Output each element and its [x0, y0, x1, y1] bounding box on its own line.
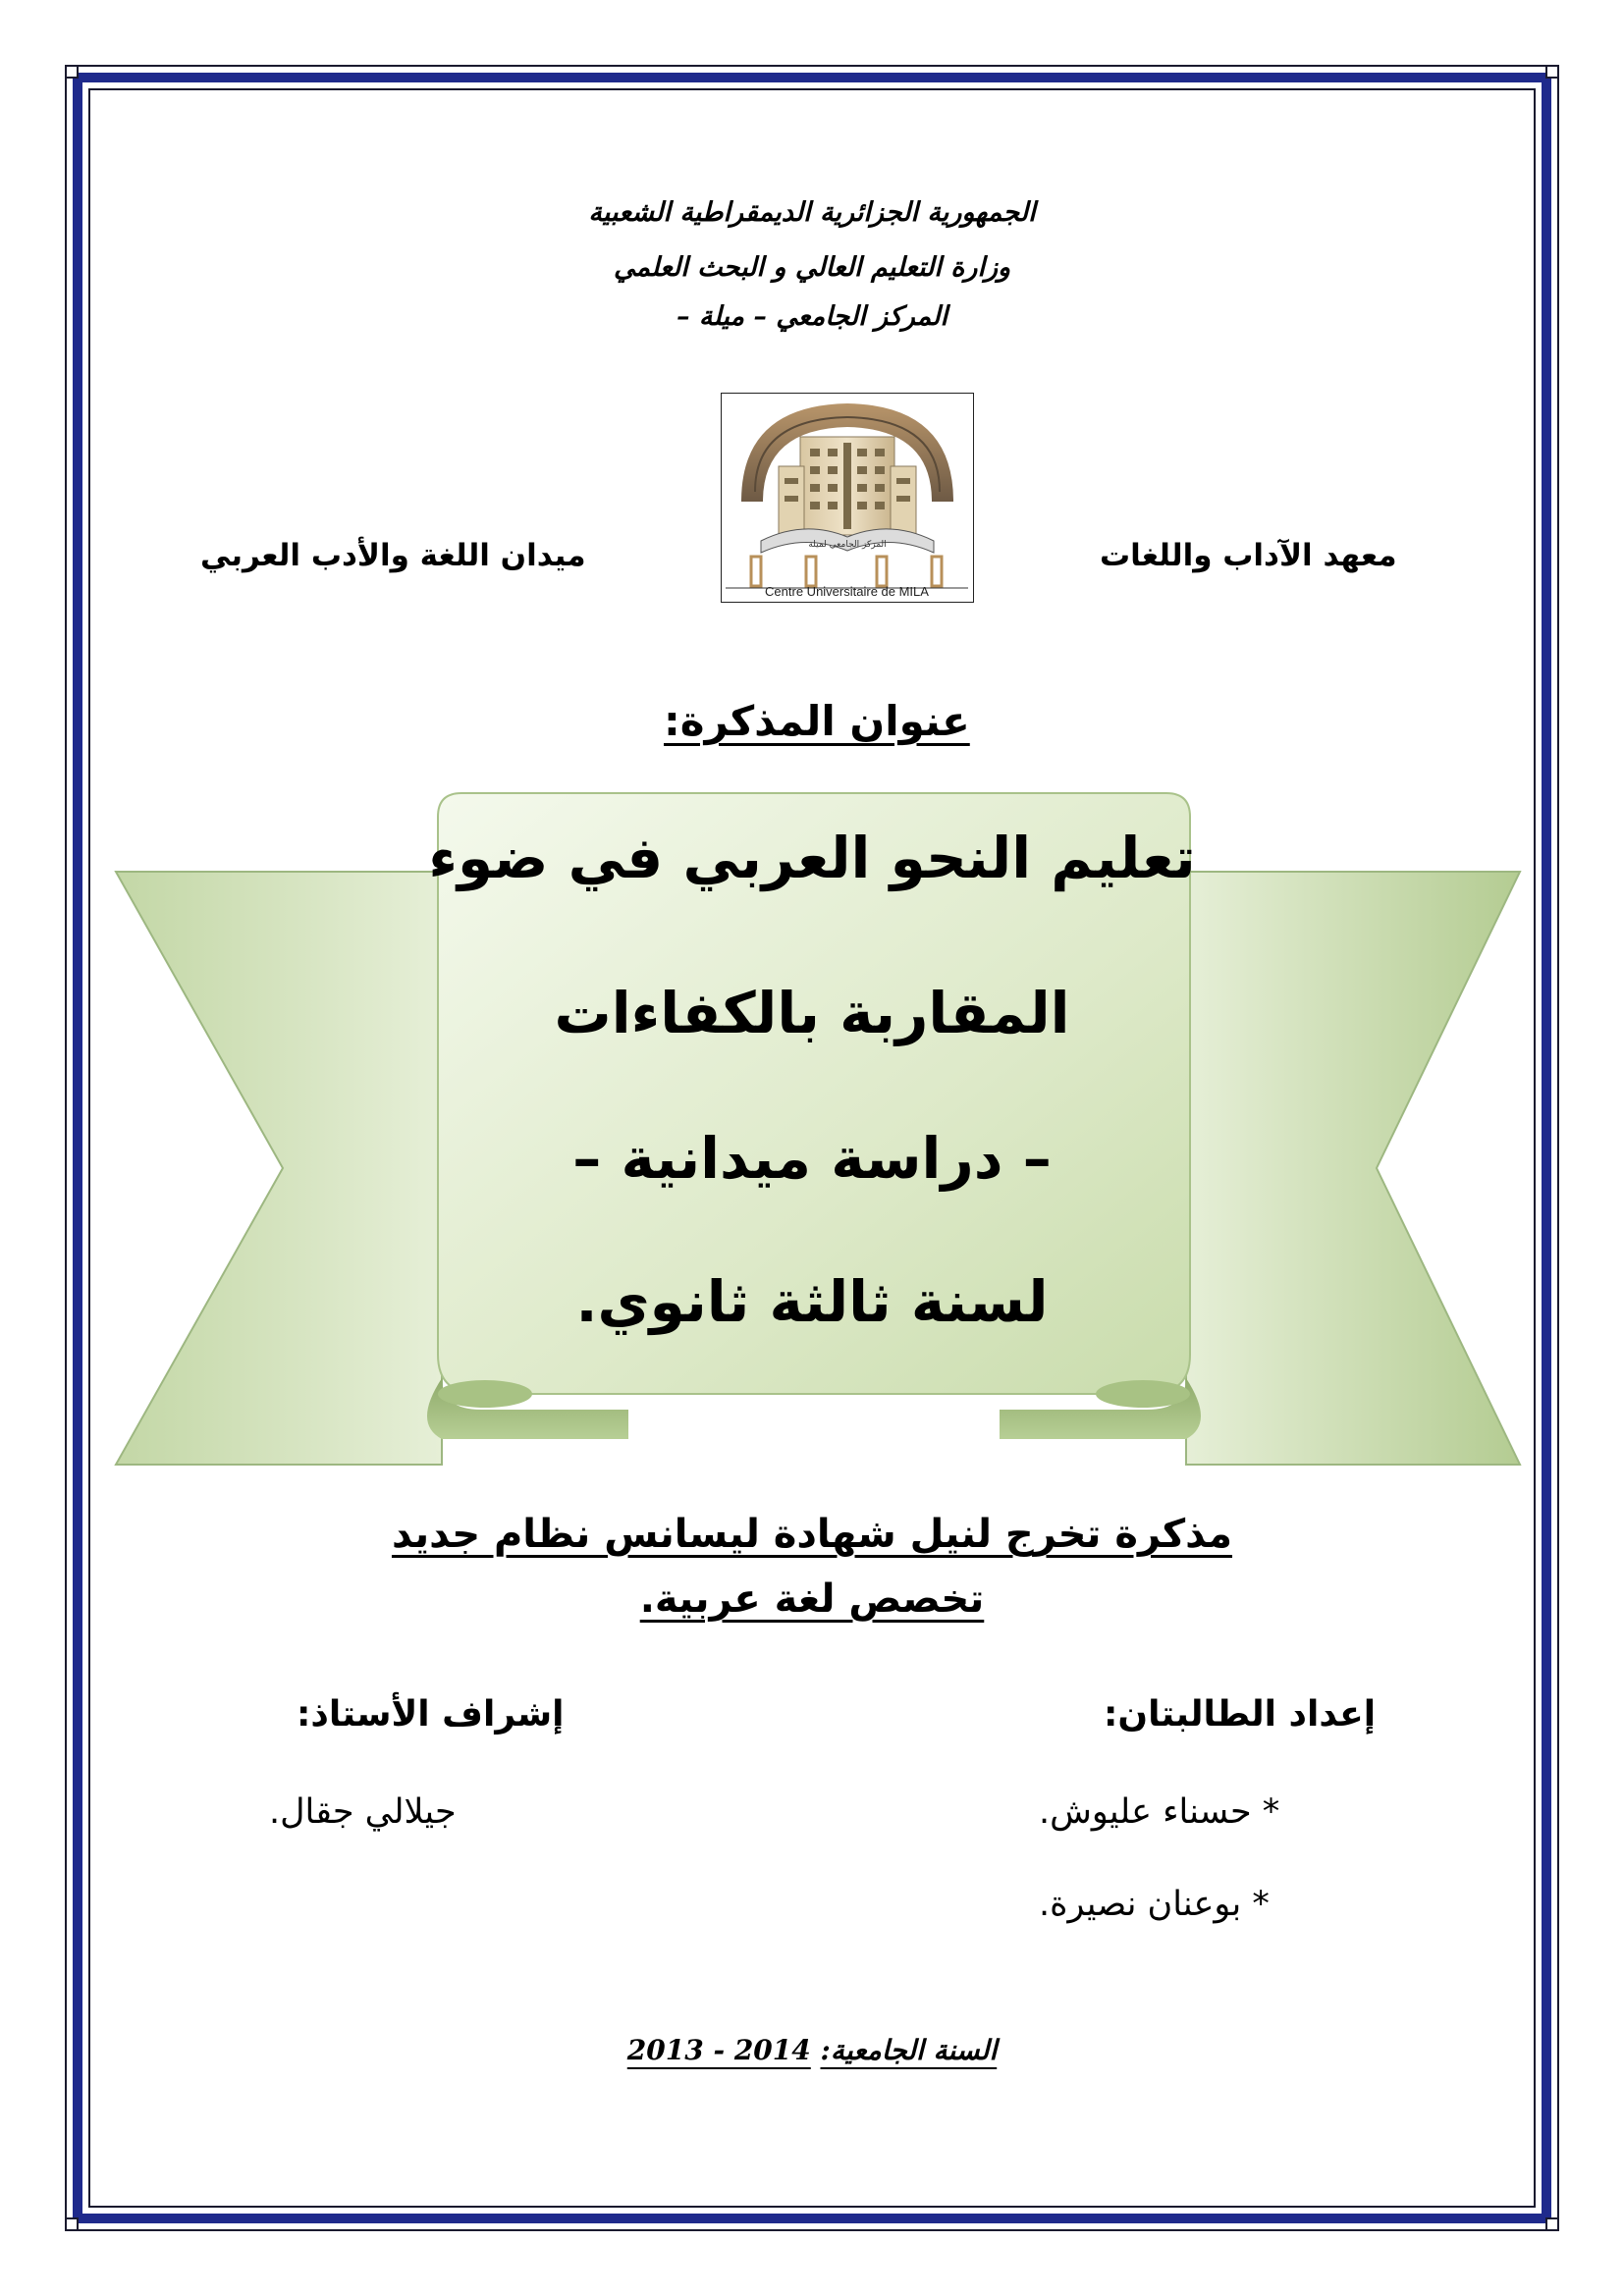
memo-title-label: عنوان المذكرة: [664, 697, 970, 745]
field-label: ميدان اللغة والأدب العربي [200, 538, 586, 573]
degree-line-1: مذكرة تخرج لنيل شهادة ليسانس نظام جديد [391, 1512, 1233, 1557]
supervisor-name: جيلالي جقال. [269, 1792, 457, 1832]
header-center: المركز الجامعي – ميلة – [677, 301, 947, 332]
title-line: – دراسة ميدانية – [572, 1125, 1052, 1192]
logo-caption: Centre Universitaire de MILA [765, 584, 929, 599]
header-ministry: وزارة التعليم العالي و البحث العلمي [613, 252, 1011, 283]
academic-year-label: السنة الجامعية: [820, 2034, 998, 2066]
degree-line-2: تخصص لغة عربية. [639, 1576, 985, 1622]
student-name: * بوعنان نصيرة. [1039, 1885, 1270, 1924]
title-line: لسنة ثالثة ثانوي. [575, 1268, 1049, 1335]
header-republic: الجمهورية الجزائرية الديمقراطية الشعبية [588, 197, 1036, 228]
institute-label: معهد الآداب واللغات [1100, 538, 1397, 573]
student-name: * حسناء عليوش. [1039, 1792, 1280, 1832]
students-label: إعداد الطالبتان: [1104, 1694, 1377, 1735]
supervisor-label: إشراف الأستاذ: [297, 1694, 565, 1735]
academic-year-value: 2013 - 2014 [626, 2034, 811, 2066]
academic-year [0, 2034, 1624, 2066]
title-line: المقاربة بالكفاءات [554, 980, 1070, 1046]
title-line: تعليم النحو العربي في ضوء [428, 825, 1196, 891]
logo-arabic-text: المركز الجامعي لميلة [808, 540, 887, 550]
